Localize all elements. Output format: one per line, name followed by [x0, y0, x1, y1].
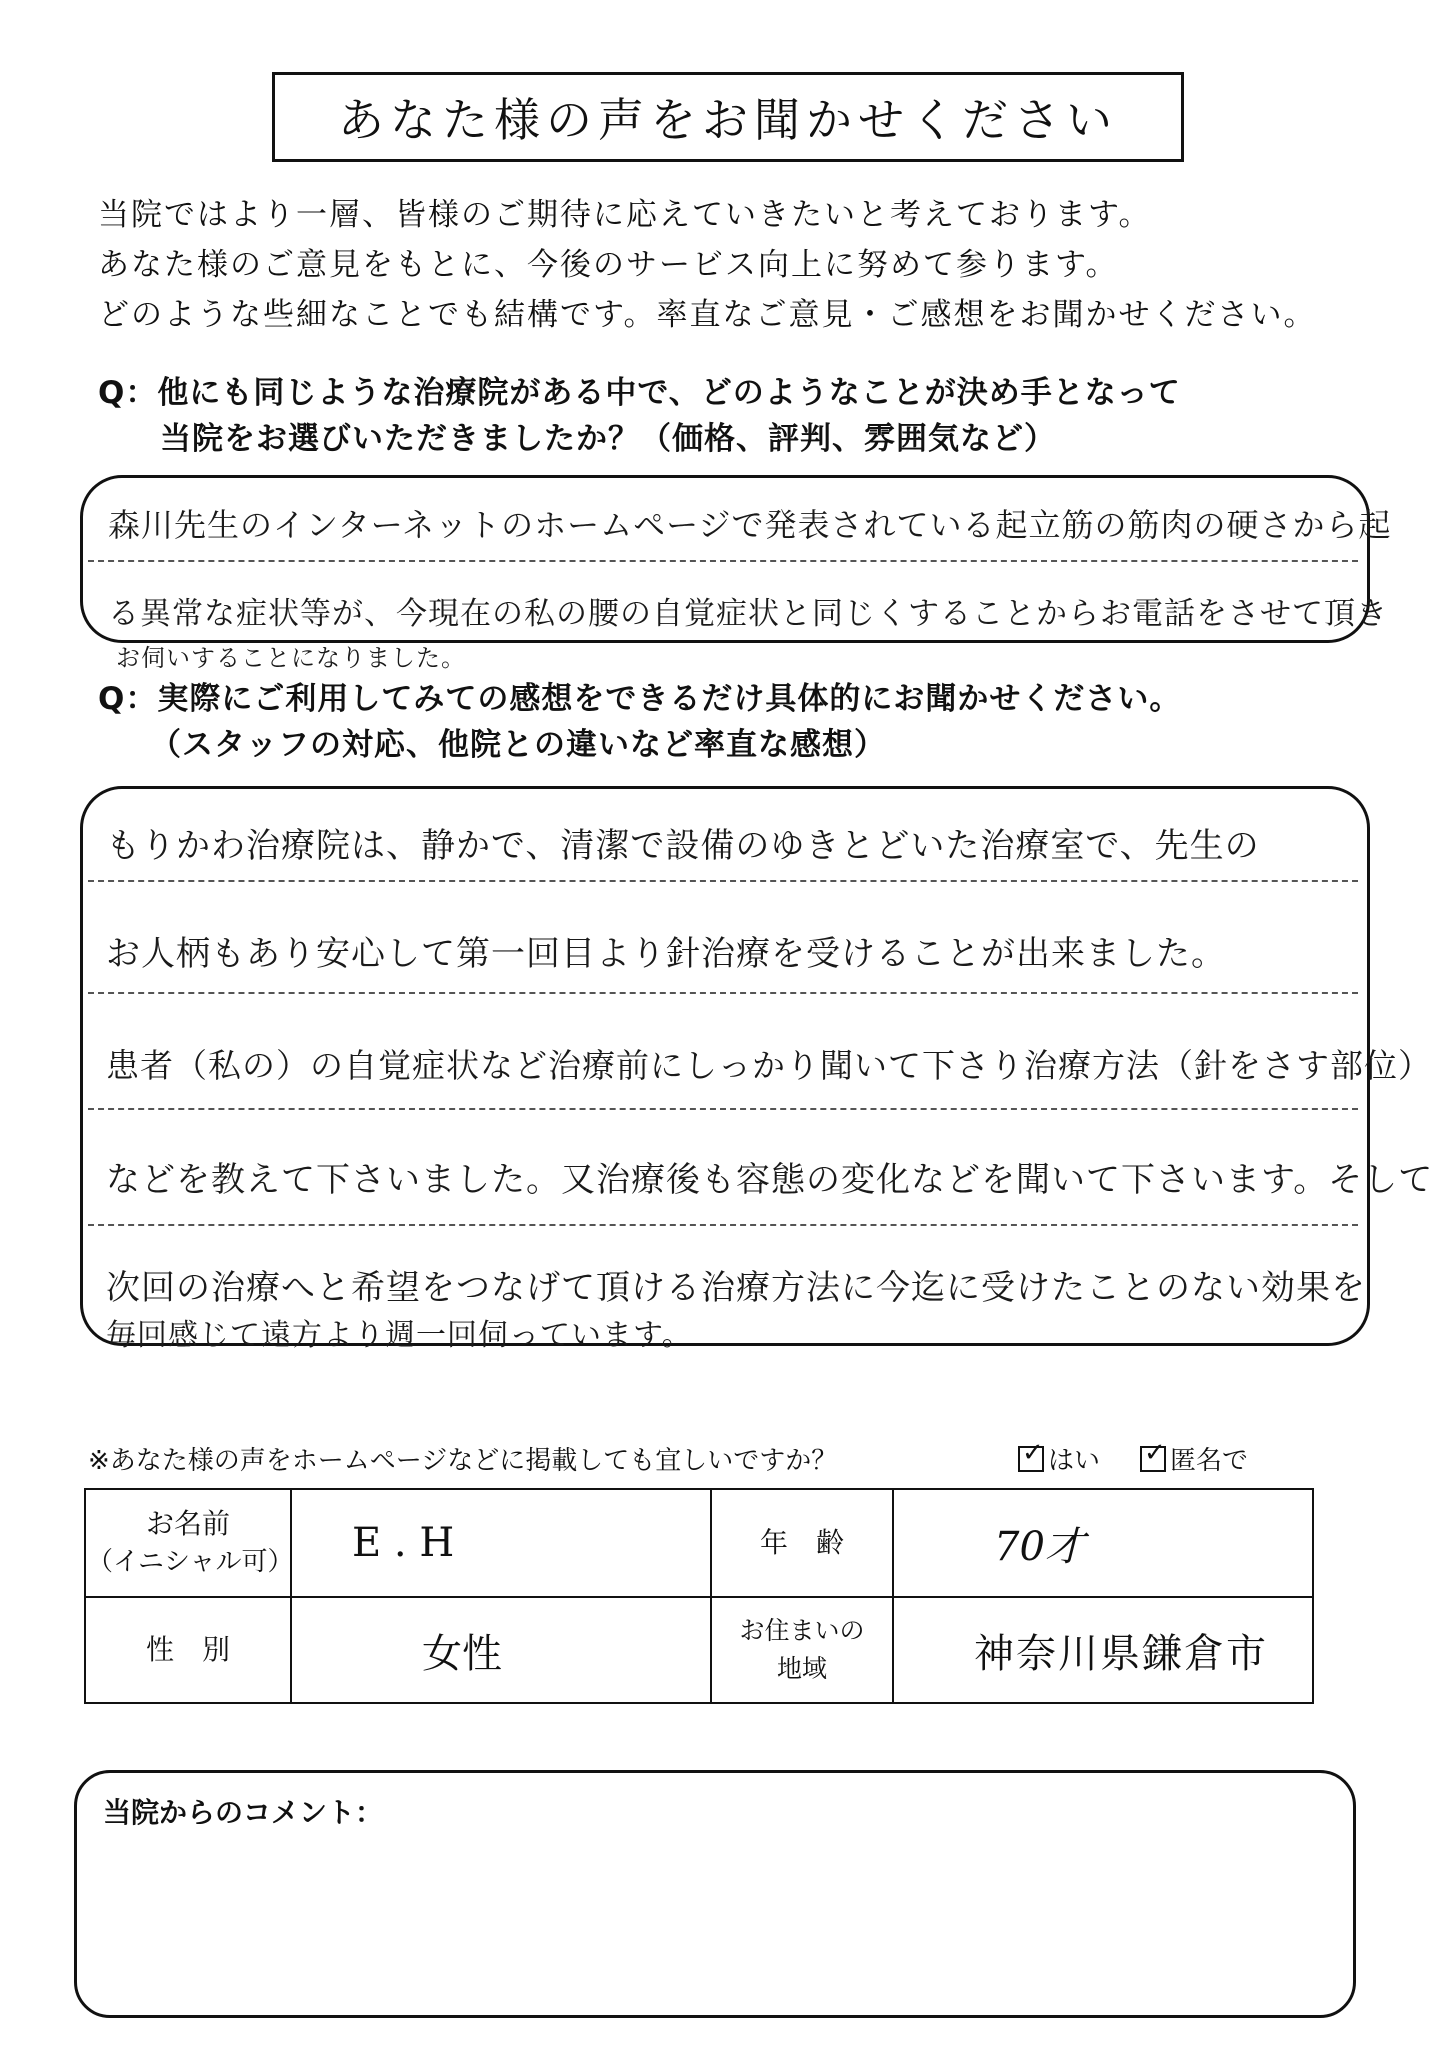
permission-anonymous-label: 匿名で: [1170, 1446, 1249, 1476]
region-label-cell: [711, 1597, 893, 1703]
age-label: 年 齢: [711, 1489, 893, 1597]
region-value: 神奈川県鎌倉市: [893, 1597, 1313, 1703]
clinic-comment-box: [74, 1770, 1356, 2018]
answer-2-line: お人柄もあり安心して第一回目より針治療を受けることが出来ました。: [106, 934, 1226, 974]
checkbox-checked-icon[interactable]: [1140, 1446, 1166, 1472]
region-label-1: お住まいの: [739, 1616, 865, 1645]
answer-1-rule: [88, 560, 1358, 562]
answer-2-rule: [88, 1224, 1358, 1226]
gender-value: 女性: [291, 1597, 711, 1703]
intro-line: どのような些細なことでも結構です。率直なご意見・ご感想をお聞かせください。: [98, 297, 1317, 333]
intro-line: 当院ではより一層、皆様のご期待に応えていきたいと考えております。: [98, 197, 1152, 233]
intro-text: [98, 190, 1398, 340]
answer-2-rule: [88, 992, 1358, 994]
page-title: あなた様の声をお聞かせください: [272, 72, 1184, 162]
question-2: [98, 676, 1181, 768]
checkbox-checked-icon[interactable]: [1018, 1446, 1044, 1472]
gender-label: 性 別: [85, 1597, 291, 1703]
question-1-line-2: 当院をお選びいただきましたか？（価格、評判、雰囲気など）: [160, 421, 1056, 457]
answer-1-line: お伺いすることになりました。: [116, 644, 466, 672]
question-2-line-2: （スタッフの対応、他院との違いなど率直な感想）: [150, 727, 886, 763]
permission-yes-label: はい: [1048, 1446, 1101, 1476]
name-label: お名前: [145, 1507, 230, 1540]
answer-2-line: 毎回感じて遠方より週一回伺っています。: [106, 1318, 693, 1353]
name-label-cell: [85, 1489, 294, 1597]
clinic-comment-label: 当院からのコメント：: [103, 1796, 384, 1829]
age-value: 70才: [893, 1489, 1313, 1597]
answer-1-line: る異常な症状等が、今現在の私の腰の自覚症状と同じくすることからお電話をさせて頂き: [108, 596, 1388, 632]
permission-anonymous-option[interactable]: [1140, 1440, 1248, 1477]
permission-yes-option[interactable]: [1018, 1440, 1100, 1477]
permission-question: ※あなた様の声をホームページなどに掲載しても宜しいですか？: [88, 1446, 838, 1476]
answer-2-line: もりかわ治療院は、静かで、清潔で設備のゆきとどいた治療室で、先生の: [106, 826, 1260, 866]
name-value: E . H: [291, 1489, 711, 1597]
respondent-info-table: [84, 1488, 1314, 1704]
region-label-2: 地域: [776, 1654, 827, 1683]
answer-1-line: 森川先生のインターネットのホームページで発表されている起立筋の筋肉の硬さから起: [108, 506, 1392, 544]
question-1-line-1: Q：他にも同じような治療院がある中で、どのようなことが決め手となって: [98, 375, 1181, 411]
answer-2-line: 次回の治療へと希望をつなげて頂ける治療方法に今迄に受けたことのない効果を: [106, 1268, 1366, 1308]
question-2-line-1: Q：実際にご利用してみての感想をできるだけ具体的にお聞かせください。: [98, 681, 1182, 717]
answer-2-rule: [88, 880, 1358, 882]
intro-line: あなた様のご意見をもとに、今後のサービス向上に努めて参ります。: [98, 247, 1119, 283]
name-sub-label: （イニシャル可）: [87, 1547, 294, 1577]
answer-2-line: などを教えて下さいました。又治療後も容態の変化などを聞いて下さいます。そして: [106, 1160, 1434, 1200]
question-1: [98, 370, 1181, 462]
answer-2-rule: [88, 1108, 1358, 1110]
answer-2-line: 患者（私の）の自覚症状など治療前にしっかり聞いて下さり治療方法（針をさす部位）: [106, 1046, 1432, 1085]
